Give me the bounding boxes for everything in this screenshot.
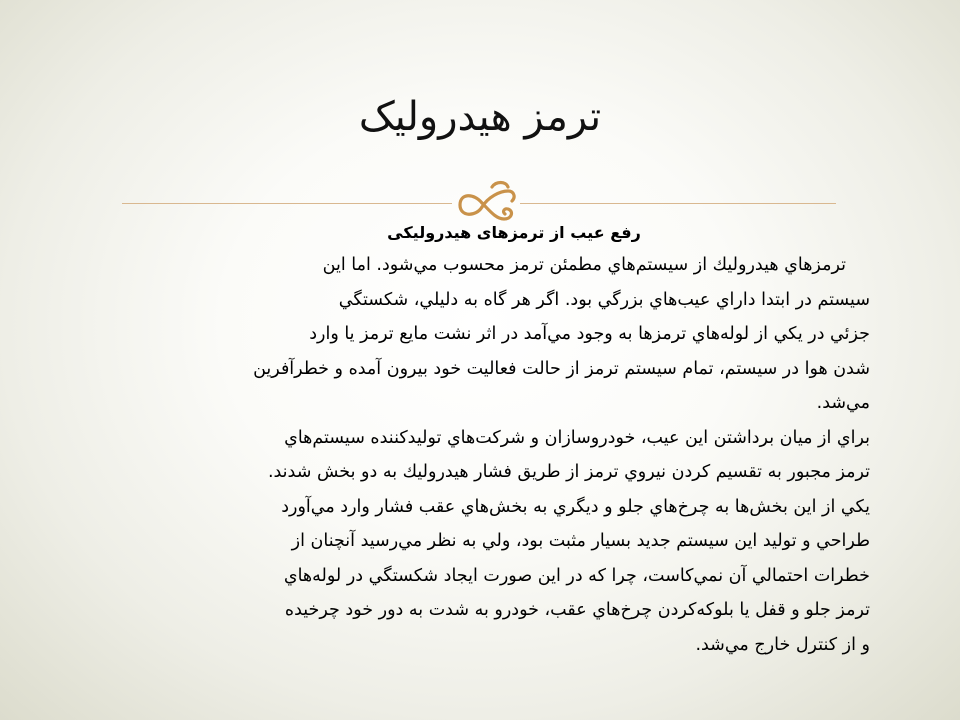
paragraph-line: مي‌شد.	[816, 393, 870, 413]
paragraph-line: طراحي و توليد اين سيستم جديد بسيار مثبت بود، ولي به نظر مي‌رسيد آنچنان از	[291, 531, 870, 551]
paragraph-line: يكي از اين بخش‌ها به چرخ‌هاي جلو و ديگري به بخش‌هاي عقب فشار وارد مي‌آورد	[281, 496, 870, 517]
paragraph-line: ترمز جلو و قفل يا بلوكه‌كردن چرخ‌هاي عقب، خودرو به شدت به دور خود چرخيده	[284, 600, 870, 620]
slide-body	[158, 218, 870, 662]
paragraph-line: شدن هوا در سيستم، تمام سيستم ترمز از حالت فعاليت خود بيرون آمده و خطرآفرين	[253, 358, 870, 379]
paragraph-2	[158, 421, 870, 663]
paragraph-line: جزئي در يكي از لوله‌هاي ترمزها به وجود مي‌آمد در اثر نشت مايع ترمز يا وارد	[309, 324, 870, 344]
paragraph-line: سيستم در ابتدا داراي عيب‌هاي بزرگي بود. اگر هر گاه به دليلي، شكستگي	[338, 289, 870, 310]
section-heading: رفع عيب از ترمزهای هيدروليکی	[387, 223, 641, 242]
paragraph-line: خطرات احتمالي آن نمي‌كاست، چرا كه در اين صورت ايجاد شكستگي در لوله‌هاي	[283, 565, 870, 586]
paragraph-line: ترمزهاي هيدروليك از سيستم‌هاي مطمئن ترمز محسوب مي‌شود. اما اين	[322, 255, 846, 275]
divider-line-left	[122, 203, 452, 204]
paragraph-line: براي از ميان برداشتن اين عيب، خودروسازان و شركت‌هاي توليدكننده سيستم‌هاي	[284, 427, 870, 448]
paragraph-1	[158, 248, 870, 421]
slide-title: ترمز هيدروليک	[358, 94, 602, 140]
paragraph-line: و از كنترل خارج مي‌شد.	[695, 634, 870, 655]
paragraph-line: ترمز مجبور به تقسيم كردن نيروي ترمز از طريق فشار هيدروليك به دو بخش شدند.	[267, 462, 870, 482]
divider-line-right	[520, 203, 836, 204]
